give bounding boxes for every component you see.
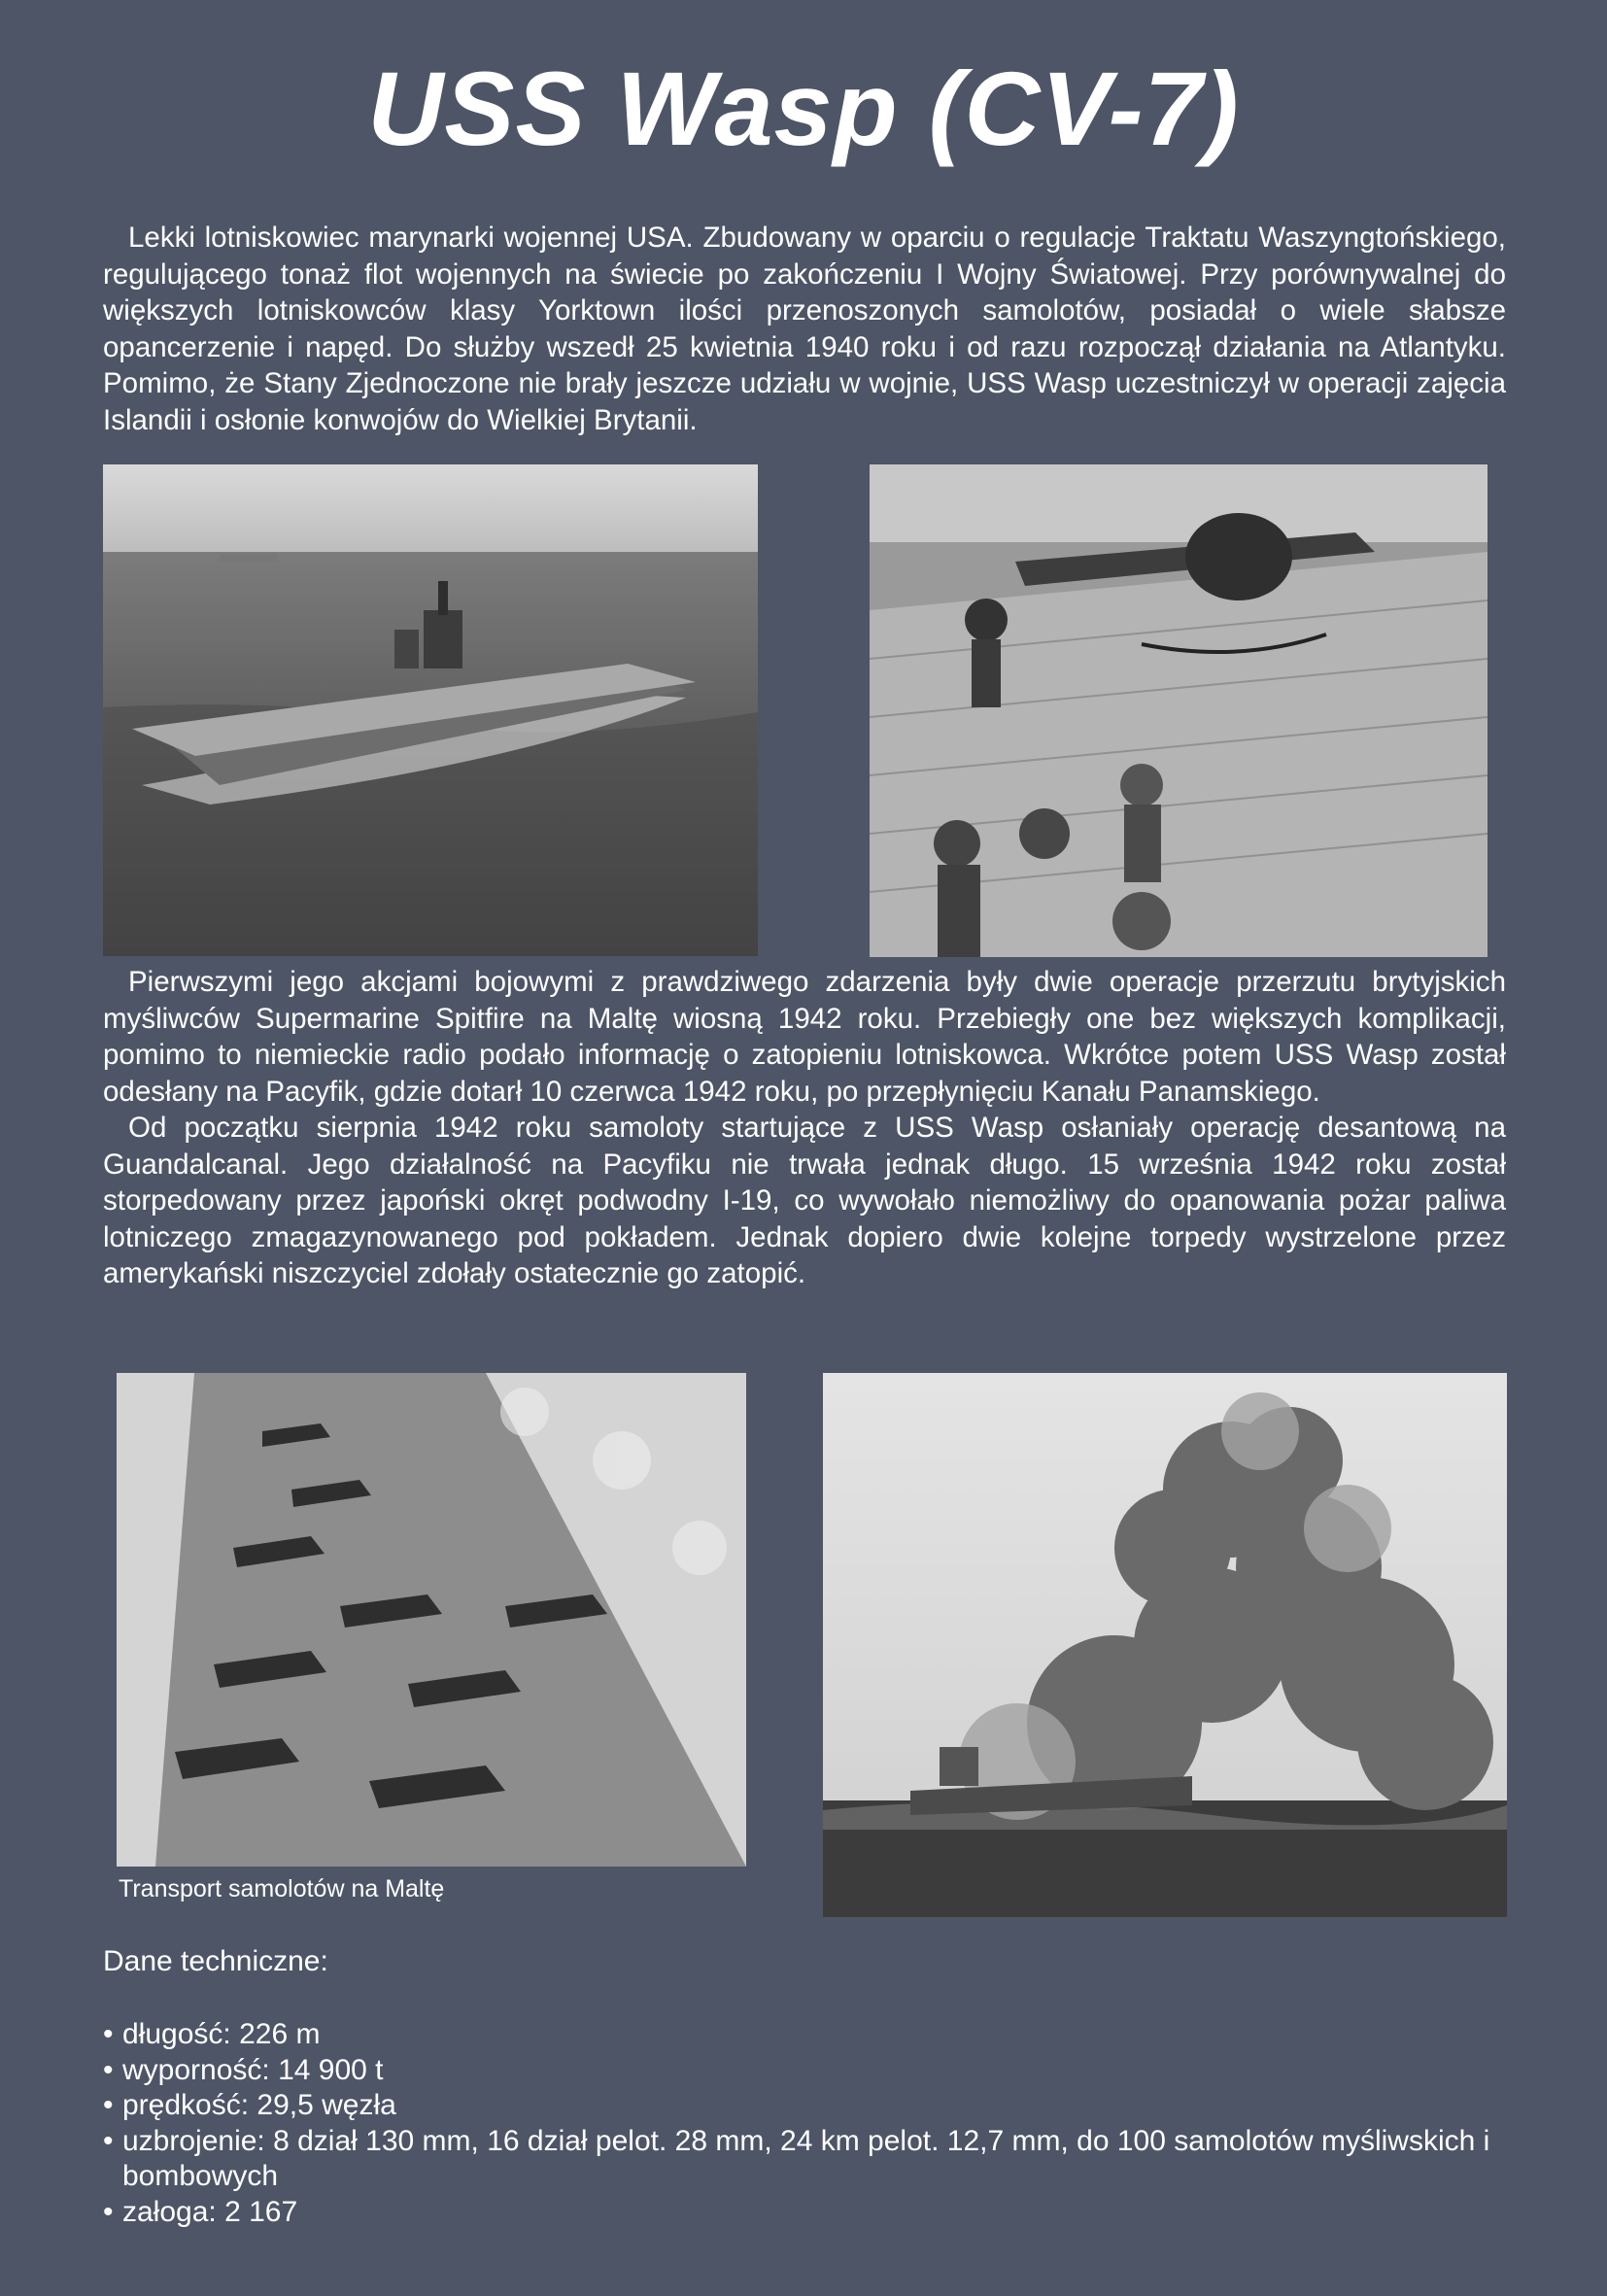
tech-spec-item: • wyporność: 14 900 t [103,2053,384,2086]
plane-on-deck-photo [870,464,1487,957]
pacific-paragraph-text: Od początku sierpnia 1942 roku samoloty startujące z USS Wasp osłaniały operację desantową na Guandalcanal. Jego działalność na Pacyfiku nie trwała jednak długo. 15 września 1942 roku został storpedowany przez japoński okręt podwodny I-19, co wywołało niemożliwy do opanowania pożar paliwa lotniczego zmagazynowanego pod pokładem. Jednak dopiero dwie kolejne torpedy wystrzelone przez amerykański niszczyciel zdołały ostatecznie go zatopić. [103,1112,1506,1289]
malta-paragraph-text: Pierwszymi jego akcjami bojowymi z prawdziwego zdarzenia były dwie operacje przerzutu brytyjskich myśliwców Supermarine Spitfire na Maltę wiosną 1942 roku. Przebiegły one bez większych komplikacji, pomimo to niemieckie radio podało informację o zatopieniu lotniskowca. Wkrótce potem USS Wasp został odesłany na Pacyfik, gdzie dotarł 10 czerwca 1942 roku, po przepłynięciu Kanału Panamskiego. [103,966,1506,1108]
tech-specs-heading: Dane techniczne: [103,1945,328,1977]
tech-spec-item: • załoga: 2 167 [103,2195,298,2228]
intro-paragraph [103,220,1506,438]
aircraft-on-flight-deck-photo [117,1373,746,1867]
history-paragraphs [103,964,1506,1292]
burning-carrier-photo [823,1373,1507,1917]
tech-spec-item: • uzbrojenie: 8 dział 130 mm, 16 dział pelot. 28 mm, 24 km pelot. 12,7 mm, do 100 samolotów myśliwskich i bombowych [103,2124,1490,2192]
page-title: USS Wasp (CV-7) [367,50,1240,167]
photo-caption: Transport samolotów na Maltę [119,1875,445,1902]
tech-spec-item: • prędkość: 29,5 węzła [103,2089,396,2121]
tech-spec-item: • długość: 226 m [103,2018,321,2050]
carrier-at-sea-photo [103,464,758,956]
intro-paragraph-text: Lekki lotniskowiec marynarki wojennej USA. Zbudowany w oparciu o regulacje Traktatu Waszyngtońskiego, regulującego tonaż flot wojennych na świecie po zakończeniu I Wojny Światowej. Przy porównywalnej do większych lotniskowców klasy Yorktown ilości przenoszonych samolotów, posiadał o wiele słabsze opancerzenie i napęd. Do służby wszedł 25 kwietnia 1940 roku i od razu rozpoczął działania na Atlantyku. Pomimo, że Stany Zjednoczone nie brały jeszcze udziału w wojnie, USS Wasp uczestniczył w operacji zajęcia Islandii i osłonie konwojów do Wielkiej Brytanii. [103,222,1506,436]
tech-specs-list [103,2017,1502,2230]
